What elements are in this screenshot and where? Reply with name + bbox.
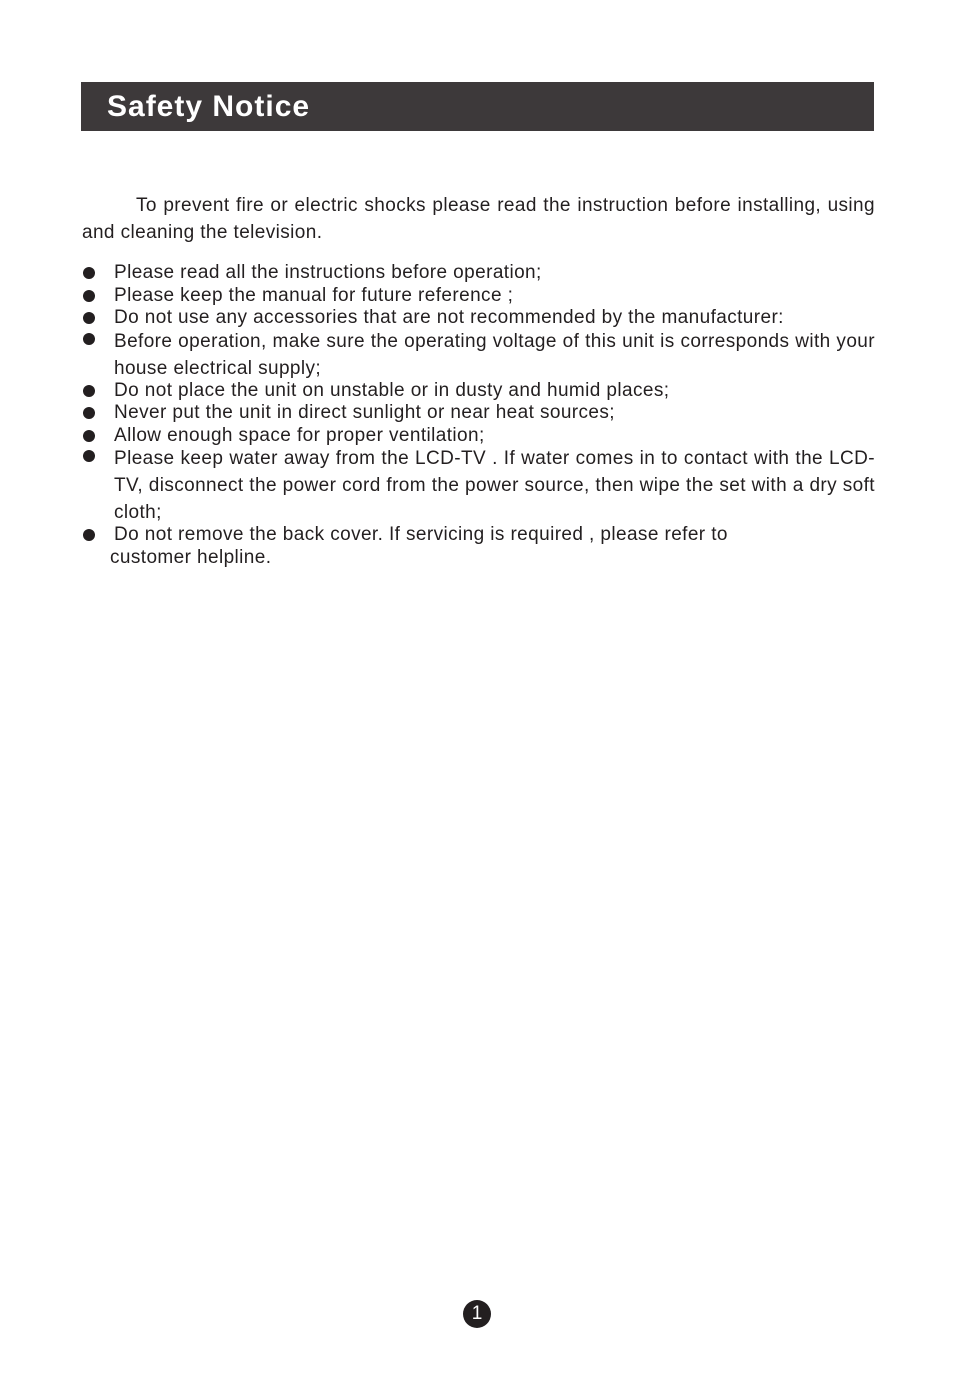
list-item-text: Do not remove the back cover. If servicing is required , please refer to <box>114 524 728 546</box>
bullet-icon <box>83 290 95 302</box>
bullet-icon <box>83 312 95 324</box>
list-item <box>82 262 875 285</box>
list-item-text: Please read all the instructions before operation; <box>114 262 542 283</box>
bullet-icon <box>83 529 95 541</box>
bullet-icon <box>83 430 95 442</box>
bullet-icon <box>83 407 95 419</box>
list-item <box>82 380 875 403</box>
list-item-text: Do not use any accessories that are not recommended by the manufacturer: <box>114 307 784 329</box>
intro-paragraph: To prevent fire or electric shocks please read the instruction before installing, using and cleaning the television. <box>82 195 875 243</box>
list-item <box>82 285 875 308</box>
list-item-text: Before operation, make sure the operating voltage of this unit is corresponds with your house electrical supply; <box>114 330 875 379</box>
list-item-text: Do not place the unit on unstable or in dusty and humid places; <box>114 379 670 401</box>
page-number-badge: 1 <box>463 1300 491 1328</box>
page-title: Safety Notice <box>107 90 311 123</box>
safety-notice-list <box>82 262 875 570</box>
bullet-icon <box>83 450 95 462</box>
list-item-text: Never put the unit in direct sunlight or near heat sources; <box>114 402 615 424</box>
list-item-text: Allow enough space for proper ventilation; <box>114 425 485 447</box>
list-item <box>82 445 875 526</box>
list-item <box>82 328 875 382</box>
list-item-text: Please keep water away from the LCD-TV . If water comes in to contact with the LCD-TV, disconnect the power cord from the power source, then wipe the set with a dry soft cloth; <box>114 448 875 524</box>
section-title-bar <box>81 82 874 131</box>
list-item-continuation: customer helpline. <box>110 546 272 568</box>
list-item-text: Please keep the manual for future reference ; <box>114 284 514 306</box>
list-item <box>82 402 875 425</box>
bullet-icon <box>83 385 95 397</box>
bullet-icon <box>83 267 95 279</box>
list-item <box>82 524 875 569</box>
bullet-icon <box>83 333 95 345</box>
